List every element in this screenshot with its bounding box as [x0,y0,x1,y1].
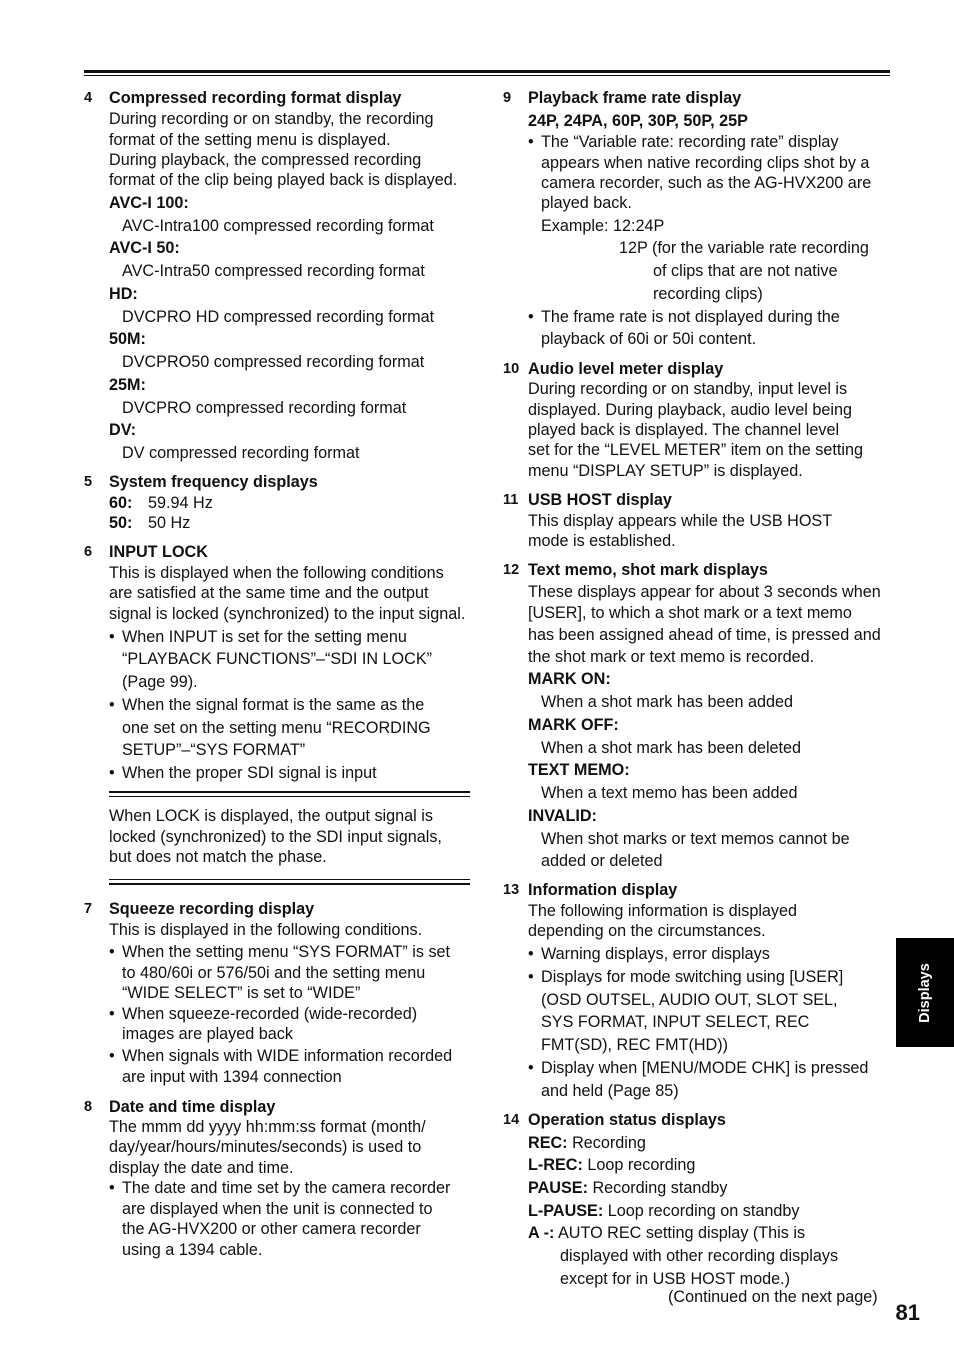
section-title: Operation status displays [528,1111,726,1129]
bullet-line: to 480/60i or 576/50i and the setting menu [122,964,426,982]
bullet-line: • Displays for mode switching using [USER] [541,967,843,988]
item-label: DV: [109,421,136,439]
bullet-line: the AG-HVX200 or other camera recorder [122,1220,421,1238]
note-rule-bottom [109,883,470,885]
status-desc: Loop recording on standby [607,1202,800,1220]
body-line: format of the clip being played back is displayed. [109,171,458,189]
bullet-line: and held (Page 85) [541,1082,679,1100]
section-title: USB HOST display [528,491,672,509]
bullet-line: SETUP”–“SYS FORMAT” [122,741,306,759]
bullet-line: using a 1394 cable. [122,1241,263,1259]
header-rule-thick [84,70,890,73]
section-subtitle: 24P, 24PA, 60P, 30P, 50P, 25P [528,112,748,130]
status-row [528,1223,805,1244]
item-label: HD: [109,285,138,303]
note-rule-top-thin [109,796,470,797]
body-line: This display appears while the USB HOST [528,512,833,530]
status-desc: Recording [572,1134,646,1152]
status-row [528,1133,646,1154]
bullet-line: camera recorder, such as the AG-HVX200 are [541,174,872,192]
item-label: 60: [109,494,133,512]
status-desc: Recording standby [592,1179,728,1197]
note-rule-top [109,791,470,793]
bullet-line: appears when native recording clips shot by a [541,154,870,172]
section-number: 6 [84,544,93,560]
example-note: recording clips) [653,285,763,303]
bullet-line: • When squeeze-recorded (wide-recorded) [122,1004,417,1025]
bullet-line: • When the proper SDI signal is input [122,763,377,784]
item-label: MARK OFF: [528,716,619,734]
status-desc: displayed with other recording displays [560,1247,839,1265]
item-desc: DVCPRO compressed recording format [122,399,407,417]
status-desc: except for in USB HOST mode.) [560,1270,791,1288]
section-title: System frequency displays [109,473,318,491]
bullet-line: • The frame rate is not displayed during the [541,307,840,328]
item-label: MARK ON: [528,670,611,688]
bullet-line: • Display when [MENU/MODE CHK] is pressed [541,1058,868,1079]
item-label: TEXT MEMO: [528,761,630,779]
example-label: Example: 12:24P [541,217,665,235]
status-label: L-PAUSE: [528,1202,604,1220]
body-line: This is displayed in the following conditions. [109,921,423,939]
bullet-line: • When the setting menu “SYS FORMAT” is set [122,942,450,963]
body-line: format of the setting menu is displayed. [109,131,391,149]
bullet-line: • When signals with WIDE information recorded [122,1046,452,1067]
bullet-line: one set on the setting menu “RECORDING [122,719,431,737]
item-label: 25M: [109,376,146,394]
item-desc: DVCPRO HD compressed recording format [122,308,435,326]
section-title: Squeeze recording display [109,900,315,918]
bullet-line: • Warning displays, error displays [541,944,770,965]
section-title: Text memo, shot mark displays [528,561,768,579]
note-line: locked (synchronized) to the SDI input signals, [109,828,442,846]
note-rule-bottom-thin [109,879,470,880]
bullet-line: “WIDE SELECT” is set to “WIDE” [122,984,361,1002]
bullet-line: (OSD OUTSEL, AUDIO OUT, SLOT SEL, [541,991,838,1009]
item-desc: When a text memo has been added [541,784,798,802]
body-line: The mmm dd yyyy hh:mm:ss format (month/ [109,1118,426,1136]
item-label: 50: [109,514,133,532]
item-desc: When a shot mark has been deleted [541,739,802,757]
page-number: 81 [895,1300,920,1325]
bullet-line: played back. [541,194,632,212]
bullet-line: • When INPUT is set for the setting menu [122,627,407,648]
status-label: REC: [528,1134,568,1152]
bullet-line: SYS FORMAT, INPUT SELECT, REC [541,1013,810,1031]
section-number: 5 [84,474,93,490]
body-line: the shot mark or text memo is recorded. [528,648,815,666]
body-line: signal is locked (synchronized) to the input signal. [109,605,466,623]
status-row [528,1178,727,1199]
body-line: These displays appear for about 3 seconds when [528,583,881,601]
bullet-line: • The “Variable rate: recording rate” display [541,132,839,153]
body-line: played back is displayed. The channel level [528,421,840,439]
bullet-line: “PLAYBACK FUNCTIONS”–“SDI IN LOCK” [122,650,433,668]
item-desc: 50 Hz [148,514,191,532]
section-title: Information display [528,881,678,899]
item-desc: AVC-Intra50 compressed recording format [122,262,425,280]
item-desc: 59.94 Hz [148,494,213,512]
bullet-line: playback of 60i or 50i content. [541,330,757,348]
status-desc: Loop recording [587,1156,696,1174]
section-number: 11 [503,492,519,508]
body-line: display the date and time. [109,1159,294,1177]
status-label: L-REC: [528,1156,583,1174]
continued-note: (Continued on the next page) [668,1288,878,1306]
note-line: When LOCK is displayed, the output signal is [109,807,433,825]
item-desc: AVC-Intra100 compressed recording format [122,217,434,235]
section-title: Date and time display [109,1098,276,1116]
item-desc: DVCPRO50 compressed recording format [122,353,425,371]
item-desc: added or deleted [541,852,663,870]
bullet-line: • The date and time set by the camera recorder [122,1178,450,1199]
body-line: [USER], to which a shot mark or a text memo [528,604,852,622]
body-line: has been assigned ahead of time, is pressed and [528,626,881,644]
body-line: depending on the circumstances. [528,922,766,940]
section-number: 12 [503,562,520,578]
section-number: 7 [84,901,93,917]
section-number: 4 [84,90,93,106]
body-line: set for the “LEVEL METER” item on the setting [528,441,863,459]
status-desc: AUTO REC setting display (This is [557,1224,806,1242]
section-number: 9 [503,90,512,106]
section-number: 13 [503,882,520,898]
body-line: During playback, the compressed recording [109,151,422,169]
status-label: PAUSE: [528,1179,588,1197]
section-number: 8 [84,1099,93,1115]
example-note: 12P (for the variable rate recording [619,239,869,257]
bullet-line: • When the signal format is the same as the [122,695,424,716]
section-title: Audio level meter display [528,360,724,378]
item-label: AVC-I 50: [109,239,180,257]
item-label: INVALID: [528,807,597,825]
body-line: menu “DISPLAY SETUP” is displayed. [528,462,803,480]
body-line: day/year/hours/minutes/seconds) is used to [109,1138,422,1156]
side-tab-label: Displays [917,962,933,1023]
bullet-line: are input with 1394 connection [122,1068,342,1086]
bullet-line: (Page 99). [122,673,198,691]
section-number: 14 [503,1112,520,1128]
example-note: of clips that are not native [653,262,838,280]
item-label: 50M: [109,330,146,348]
bullet-line: are displayed when the unit is connected to [122,1200,433,1218]
bullet-line: images are played back [122,1025,293,1043]
body-line: This is displayed when the following conditions [109,564,444,582]
body-line: displayed. During playback, audio level being [528,401,852,419]
body-line: are satisfied at the same time and the output [109,584,429,602]
note-line: but does not match the phase. [109,848,327,866]
side-tab [896,938,954,1047]
status-row [528,1155,695,1176]
header-rule-thin [84,75,890,76]
body-line: mode is established. [528,532,676,550]
section-title: Playback frame rate display [528,89,742,107]
body-line: During recording or on standby, input level is [528,380,848,398]
bullet-line: FMT(SD), REC FMT(HD)) [541,1036,729,1054]
body-line: The following information is displayed [528,902,798,920]
status-label: A -: [528,1224,555,1242]
item-desc: When shot marks or text memos cannot be [541,830,850,848]
item-desc: DV compressed recording format [122,444,360,462]
section-title: INPUT LOCK [109,543,208,561]
item-label: AVC-I 100: [109,194,189,212]
body-line: During recording or on standby, the recording [109,110,434,128]
section-number: 10 [503,361,520,377]
item-desc: When a shot mark has been added [541,693,793,711]
section-title: Compressed recording format display [109,89,402,107]
status-row [528,1201,799,1222]
